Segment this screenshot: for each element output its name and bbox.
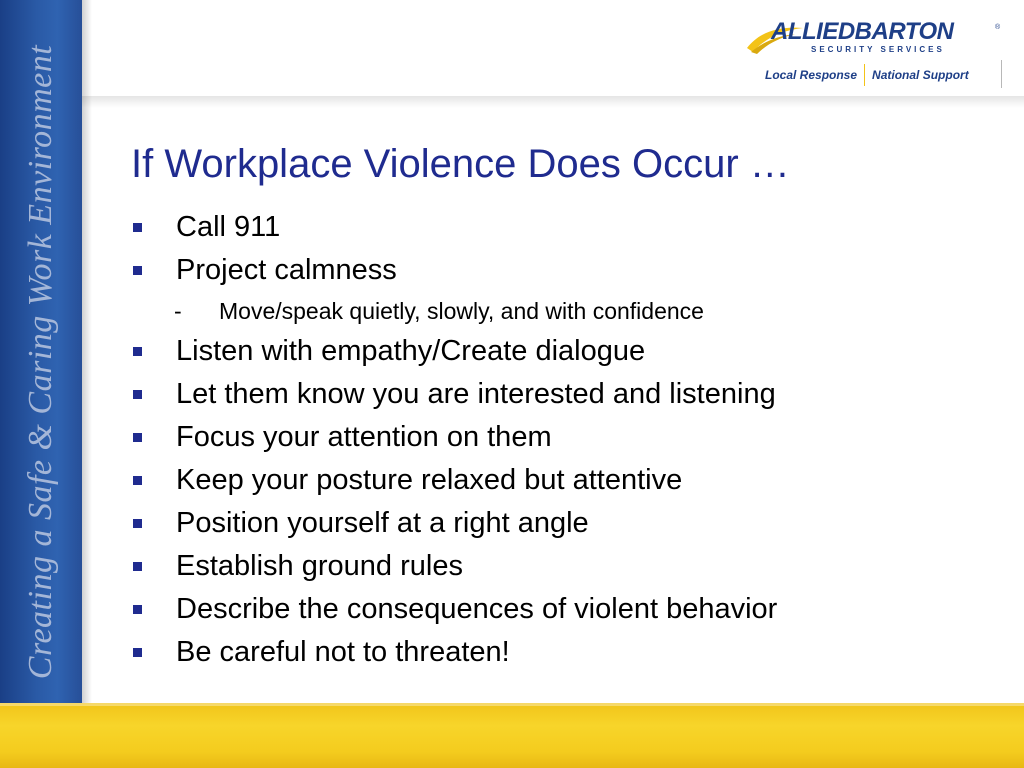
bullet-item [131, 545, 1011, 588]
square-bullet-icon [133, 562, 142, 571]
logo-rule [1001, 60, 1002, 88]
square-bullet-icon [133, 605, 142, 614]
logo-registered-mark: ® [995, 24, 1001, 31]
bullet-item [131, 459, 1011, 502]
square-bullet-icon [133, 347, 142, 356]
header-shadow [82, 96, 1024, 108]
logo-subtitle: SECURITY SERVICES [811, 45, 945, 54]
square-bullet-icon [133, 648, 142, 657]
square-bullet-icon [133, 519, 142, 528]
bullet-text: Be careful not to threaten! [176, 636, 510, 668]
bullet-text: Position yourself at a right angle [176, 507, 589, 539]
bullet-item [131, 588, 1011, 631]
square-bullet-icon [133, 476, 142, 485]
slide-title: If Workplace Violence Does Occur … [131, 142, 790, 186]
side-band [0, 0, 82, 703]
sub-bullet-text: Move/speak quietly, slowly, and with confidence [219, 297, 704, 324]
bullet-text: Establish ground rules [176, 550, 463, 582]
bullet-item [131, 206, 1011, 249]
square-bullet-icon [133, 390, 142, 399]
bullet-text: Listen with empathy/Create dialogue [176, 335, 646, 367]
bullet-text: Describe the consequences of violent behavior [176, 593, 778, 625]
bullet-item [131, 249, 1011, 292]
bullet-text: Project calmness [176, 254, 397, 286]
dash-bullet-icon: - [174, 297, 182, 324]
logo-tagline [765, 64, 969, 86]
bullet-list [131, 206, 1011, 674]
bullet-text: Let them know you are interested and listening [176, 378, 776, 410]
logo-wordmark: ALLIEDBARTON [771, 18, 954, 45]
bullet-item [131, 330, 1011, 373]
bullet-item [131, 416, 1011, 459]
logo-tagline-right: National Support [872, 68, 969, 82]
bottom-band [0, 703, 1024, 768]
logo-tagline-left: Local Response [765, 68, 858, 82]
bullet-item [131, 631, 1011, 674]
bullet-text: Keep your posture relaxed but attentive [176, 464, 683, 496]
square-bullet-icon [133, 223, 142, 232]
square-bullet-icon [133, 433, 142, 442]
bullet-item [131, 373, 1011, 416]
bullet-text: Focus your attention on them [176, 421, 552, 453]
alliedbarton-logo [745, 14, 1007, 88]
bullet-item [131, 502, 1011, 545]
logo-tagline-divider [864, 64, 865, 86]
side-tagline: Creating a Safe & Caring Work Environment [22, 44, 59, 680]
sub-bullet-item [131, 292, 1011, 330]
square-bullet-icon [133, 266, 142, 275]
bullet-text: Call 911 [176, 211, 281, 243]
